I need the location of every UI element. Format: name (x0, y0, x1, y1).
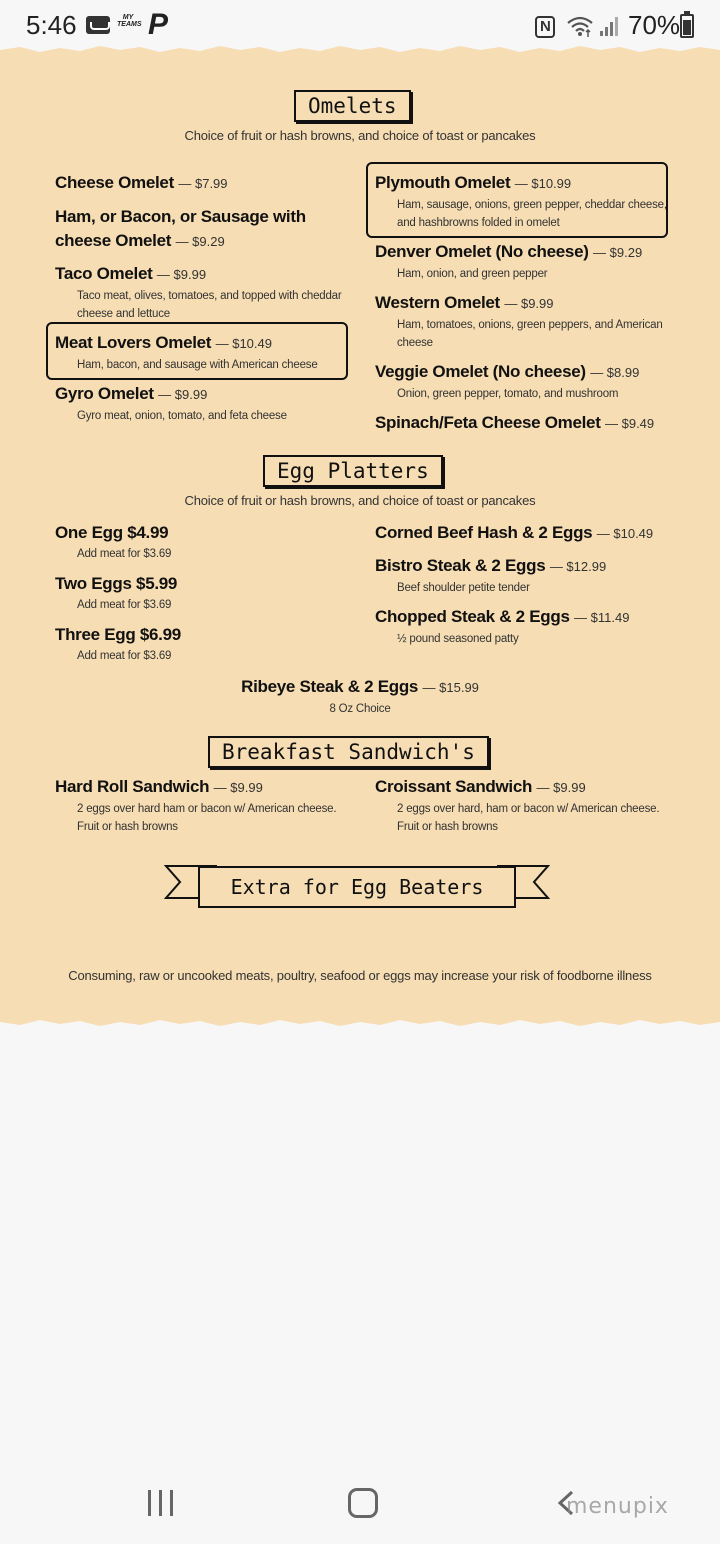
menu-item (375, 240, 642, 283)
item-price: — $12.99 (549, 559, 607, 574)
torn-edge-top (0, 44, 720, 54)
item-desc: Taco meat, olives, tomatoes, and topped with cheddar (77, 290, 342, 302)
item-name: Denver Omelet (No cheese) (375, 242, 589, 261)
egg-platters-subtitle: Choice of fruit or hash browns, and choice of toast or pancakes (184, 493, 536, 508)
wifi-icon (566, 14, 594, 38)
omelets-subtitle: Choice of fruit or hash browns, and choice of toast or pancakes (184, 128, 536, 143)
item-price: — $9.99 (504, 296, 554, 311)
nfc-icon (535, 16, 555, 38)
item-name: Meat Lovers Omelet (55, 333, 212, 352)
item-name: Ham, or Bacon, or Sausage with (55, 207, 306, 226)
item-desc-cont: cheese (397, 337, 433, 349)
item-desc-cont: Fruit or hash browns (397, 821, 498, 833)
item-price: — $15.99 (422, 680, 479, 695)
item-name: Ribeye Steak & 2 Eggs (241, 677, 419, 696)
item-desc: Beef shoulder petite tender (397, 582, 530, 594)
menupix-watermark: menupix (566, 1494, 669, 1519)
home-button[interactable] (348, 1488, 378, 1518)
item-price: — $9.99 (213, 780, 263, 795)
item-name: Plymouth Omelet (375, 173, 511, 192)
item-desc: Onion, green pepper, tomato, and mushroom (397, 388, 619, 400)
item-name: Chopped Steak & 2 Eggs (375, 607, 570, 626)
section-heading-omelets: Omelets (294, 90, 411, 122)
menu-item (55, 572, 177, 614)
item-name: Western Omelet (375, 293, 500, 312)
menu-item (0, 675, 720, 718)
item-price: — $9.29 (593, 245, 643, 260)
item-desc-cont: Fruit or hash browns (77, 821, 178, 833)
torn-edge-bottom (0, 1018, 720, 1028)
battery-percent: 70% (628, 10, 681, 40)
item-desc: Ham, onion, and green pepper (397, 268, 548, 280)
item-name: Veggie Omelet (No cheese) (375, 362, 586, 381)
item-name: One Egg $4.99 (55, 523, 169, 542)
item-desc: Ham, bacon, and sausage with American cheese (77, 359, 318, 371)
item-price: — $9.49 (605, 416, 655, 431)
item-price: — $10.49 (596, 526, 654, 541)
item-name: Croissant Sandwich (375, 777, 533, 796)
menu-item (375, 171, 667, 232)
item-name: Hard Roll Sandwich (55, 777, 210, 796)
item-name: Corned Beef Hash & 2 Eggs (375, 523, 593, 542)
menu-item (375, 411, 654, 436)
item-price: — $7.99 (178, 176, 228, 191)
item-price: — $11.49 (574, 610, 630, 625)
recents-icon (159, 1490, 162, 1516)
disclaimer: Consuming, raw or uncooked meats, poultry, seafood or eggs may increase your risk of foodborne illness (68, 968, 652, 983)
menu-item (55, 171, 228, 196)
menu-image (0, 44, 720, 1028)
status-time: 5:46 (26, 10, 77, 40)
item-desc: Ham, tomatoes, onions, green peppers, and American (397, 319, 663, 331)
recents-button[interactable] (146, 1490, 176, 1516)
my-teams-icon: MY TEAMS (117, 14, 142, 28)
menu-item (375, 521, 653, 546)
menu-item (375, 360, 639, 403)
section-heading-egg-platters: Egg Platters (263, 455, 443, 487)
item-price: — $10.49 (215, 336, 272, 351)
item-price: — $9.99 (156, 267, 207, 282)
item-name: Cheese Omelet (55, 173, 174, 192)
menu-item (55, 521, 171, 563)
extra-egg-beaters-banner: Extra for Egg Beaters (198, 866, 516, 908)
item-desc: Gyro meat, onion, tomato, and feta cheese (77, 410, 287, 422)
menu-item (375, 291, 663, 352)
menu-item (55, 205, 306, 254)
recents-icon (170, 1490, 173, 1516)
menu-item (375, 605, 629, 648)
menu-item (55, 623, 181, 665)
menu-item (55, 775, 336, 836)
item-name: Two Eggs $5.99 (55, 574, 178, 593)
item-price: — $9.99 (536, 780, 586, 795)
item-desc-cont: cheese and lettuce (77, 308, 170, 320)
item-name: Gyro Omelet (55, 384, 154, 403)
recents-icon (148, 1490, 151, 1516)
item-desc: 8 Oz Choice (329, 703, 391, 715)
item-desc: Add meat for $3.69 (77, 599, 172, 611)
item-name: Taco Omelet (55, 264, 153, 283)
item-desc: ½ pound seasoned patty (397, 633, 519, 645)
item-name: Spinach/Feta Cheese Omelet (375, 413, 601, 432)
item-price: — $10.99 (514, 176, 572, 191)
p-app-icon: P (148, 8, 169, 41)
item-desc: 2 eggs over hard ham or bacon w/ American cheese. (77, 803, 337, 815)
item-desc: 2 eggs over hard, ham or bacon w/ American cheese. (397, 803, 660, 815)
menu-item (55, 331, 318, 374)
item-desc: Add meat for $3.69 (77, 548, 172, 560)
menu-item (55, 262, 341, 323)
navigation-bar (0, 1460, 720, 1544)
menu-item (375, 775, 659, 836)
item-price: — $9.29 (175, 234, 225, 249)
item-desc: Ham, sausage, onions, green pepper, cheddar cheese, (397, 199, 667, 211)
item-price: — $8.99 (590, 365, 640, 380)
menu-item (55, 382, 287, 425)
signal-icon (598, 14, 620, 38)
item-desc-cont: and hashbrowns folded in omelet (397, 217, 560, 229)
item-desc: Add meat for $3.69 (77, 650, 172, 662)
battery-icon (680, 14, 694, 38)
section-heading-breakfast-sandwiches: Breakfast Sandwich's (208, 736, 489, 768)
item-name: Bistro Steak & 2 Eggs (375, 556, 546, 575)
menu-item (375, 554, 606, 597)
item-name: Three Egg $6.99 (55, 625, 181, 644)
item-name-cont: cheese Omelet (55, 231, 172, 250)
voicemail-icon (86, 16, 110, 34)
item-price: — $9.99 (158, 387, 208, 402)
